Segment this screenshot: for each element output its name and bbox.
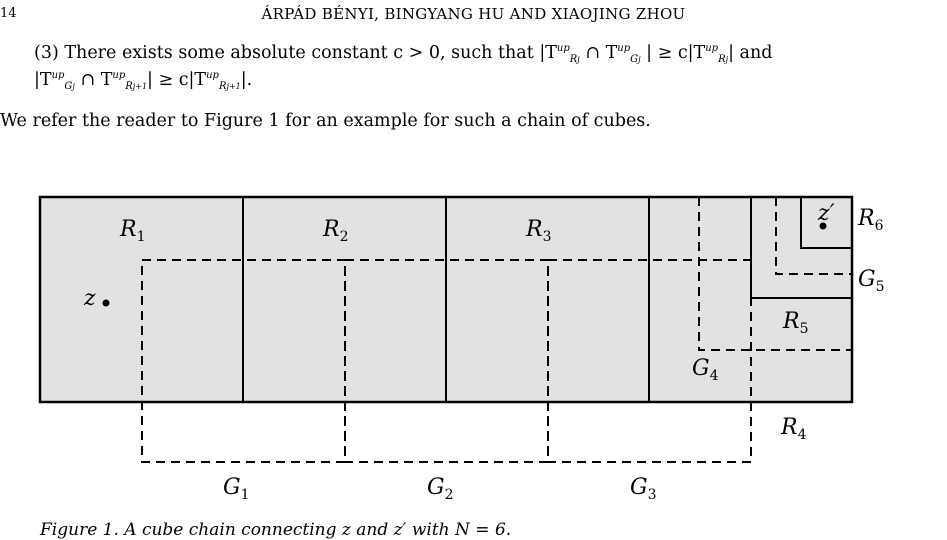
item-number: (3): [34, 43, 59, 63]
label-r5: $R_5$: [783, 309, 809, 337]
item-line2-start: |T: [34, 70, 52, 90]
label-g1: $G_1$: [223, 475, 250, 503]
item-3-line-1: (3) There exists some absolute constant c > 0, such that $|T^{up}_{Rj}$ ∩ $T^{up}_{Gj}$ | ≥ $c|T^{up}_{Rj}|$ and: [34, 43, 773, 65]
point-z: [103, 300, 110, 307]
item-intersect-1: ∩ T: [585, 43, 618, 63]
label-g4: $G_4$: [692, 356, 719, 384]
label-r2: $R_2$: [323, 217, 349, 245]
item-close: |.: [240, 70, 253, 90]
figure-caption: Figure 1. A cube chain connecting z and z′ with N = 6.: [40, 520, 512, 540]
label-zprime: z′: [818, 201, 835, 226]
label-g3: $G_3$: [630, 475, 657, 503]
label-r4: $R_4$: [781, 415, 807, 443]
label-r3: $R_3$: [526, 217, 552, 245]
item-and: | and: [728, 43, 773, 63]
page-number: 14: [0, 6, 17, 21]
lead-paragraph: We refer the reader to Figure 1 for an example for such a chain of cubes.: [0, 111, 651, 131]
item-ineq-1: | ≥ c|T: [646, 43, 706, 63]
label-r1: $R_1$: [120, 217, 146, 245]
label-g5: $G_5$: [858, 267, 885, 295]
item-ineq-2: | ≥ c|T: [147, 70, 207, 90]
item-text-start: There exists some absolute constant c > 0, such that |T: [64, 43, 557, 63]
item-3-line-2: $|T^{up}_{Gj}$ ∩ $T^{up}_{Rj+1}| \ge c|T^{up}_{Rj+1}|$.: [34, 70, 253, 92]
running-head: ÁRPÁD BÉNYI, BINGYANG HU AND XIAOJING ZHOU: [261, 5, 686, 23]
label-r6: $R_6$: [858, 206, 884, 234]
item-intersect-2: ∩ T: [80, 70, 113, 90]
label-g2: $G_2$: [427, 475, 454, 503]
label-z: z: [84, 286, 96, 311]
